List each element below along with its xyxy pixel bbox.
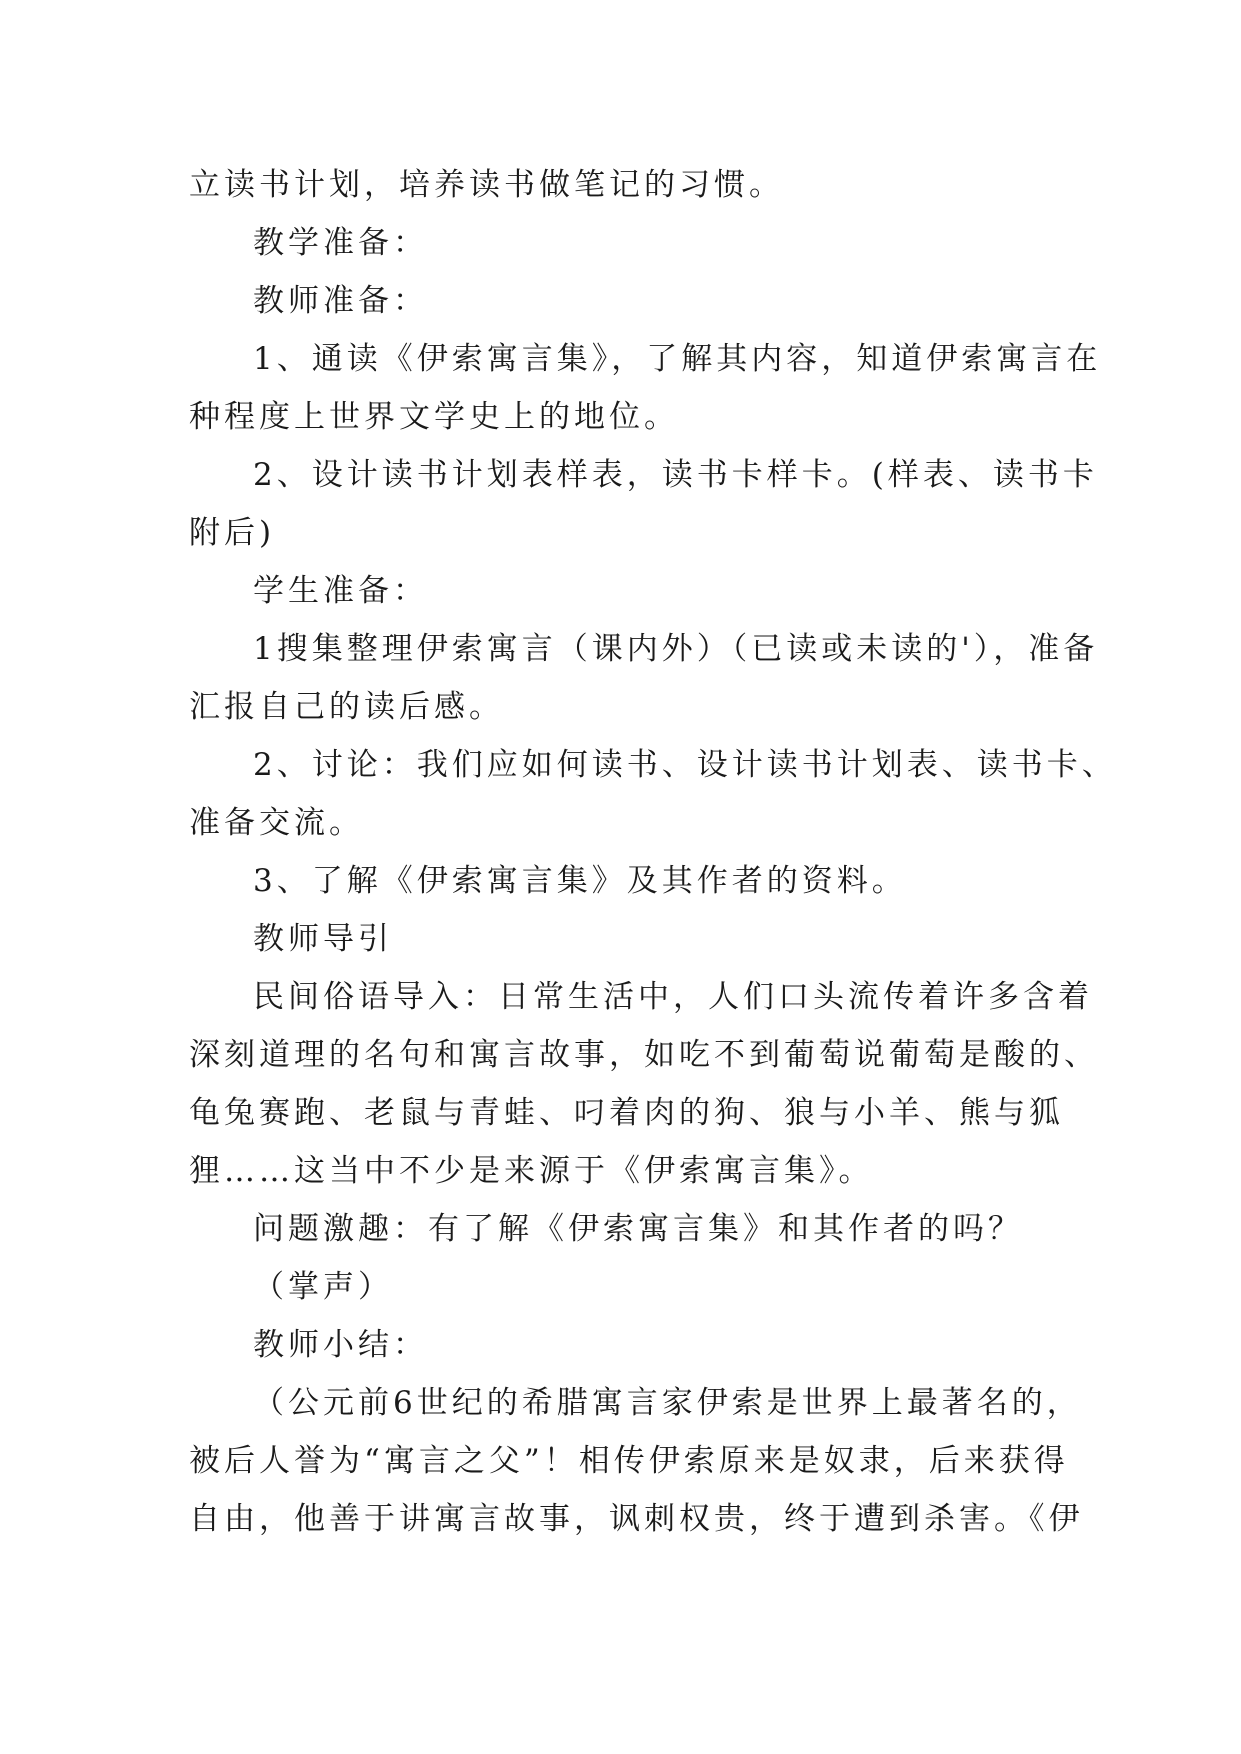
section-heading: 教师准备： xyxy=(253,283,428,319)
text-line: 1搜集整理伊索寓言（课内外）（已读或未读的'），准备 xyxy=(253,631,1099,667)
text-line: 2、设计读书计划表样表，读书卡样卡。(样表、读书卡 xyxy=(253,457,1098,493)
section-heading: 教师小结： xyxy=(253,1327,428,1363)
text-line: 自由，他善于讲寓言故事，讽刺权贵，终于遭到杀害。《伊 xyxy=(189,1501,1084,1537)
text-line: 1、通读《伊索寓言集》，了解其内容，知道伊索寓言在 xyxy=(253,341,1102,377)
text-line: （公元前6世纪的希腊寓言家伊索是世界上最著名的， xyxy=(253,1385,1082,1421)
text-line: 民间俗语导入：日常生活中，人们口头流传着许多含着 xyxy=(253,979,1093,1015)
text-line: 问题激趣：有了解《伊索寓言集》和其作者的吗？ xyxy=(253,1211,1023,1247)
text-line: 附后) xyxy=(189,515,276,551)
text-line: 龟兔赛跑、老鼠与青蛙、叼着肉的狗、狼与小羊、熊与狐 xyxy=(189,1095,1064,1131)
text-line: 立读书计划，培养读书做笔记的习惯。 xyxy=(189,167,784,203)
section-heading: 教师导引 xyxy=(253,921,393,957)
text-line: 3、了解《伊索寓言集》及其作者的资料。 xyxy=(253,863,907,899)
text-line: 深刻道理的名句和寓言故事，如吃不到葡萄说葡萄是酸的、 xyxy=(189,1037,1099,1073)
text-line: 狸……这当中不少是来源于《伊索寓言集》。 xyxy=(189,1153,874,1189)
text-line: 准备交流。 xyxy=(189,805,364,841)
document-body xyxy=(189,156,1117,1548)
section-heading: 教学准备： xyxy=(253,225,428,261)
text-line: 种程度上世界文学史上的地位。 xyxy=(189,399,679,435)
text-line: 汇报自己的读后感。 xyxy=(189,689,504,725)
text-line: （掌声） xyxy=(253,1269,393,1305)
text-line: 2、讨论：我们应如何读书、设计读书计划表、读书卡、 xyxy=(253,747,1117,783)
text-line: 被后人誉为“寓言之父”！相传伊索原来是奴隶，后来获得 xyxy=(189,1443,1069,1479)
section-heading: 学生准备： xyxy=(253,573,428,609)
